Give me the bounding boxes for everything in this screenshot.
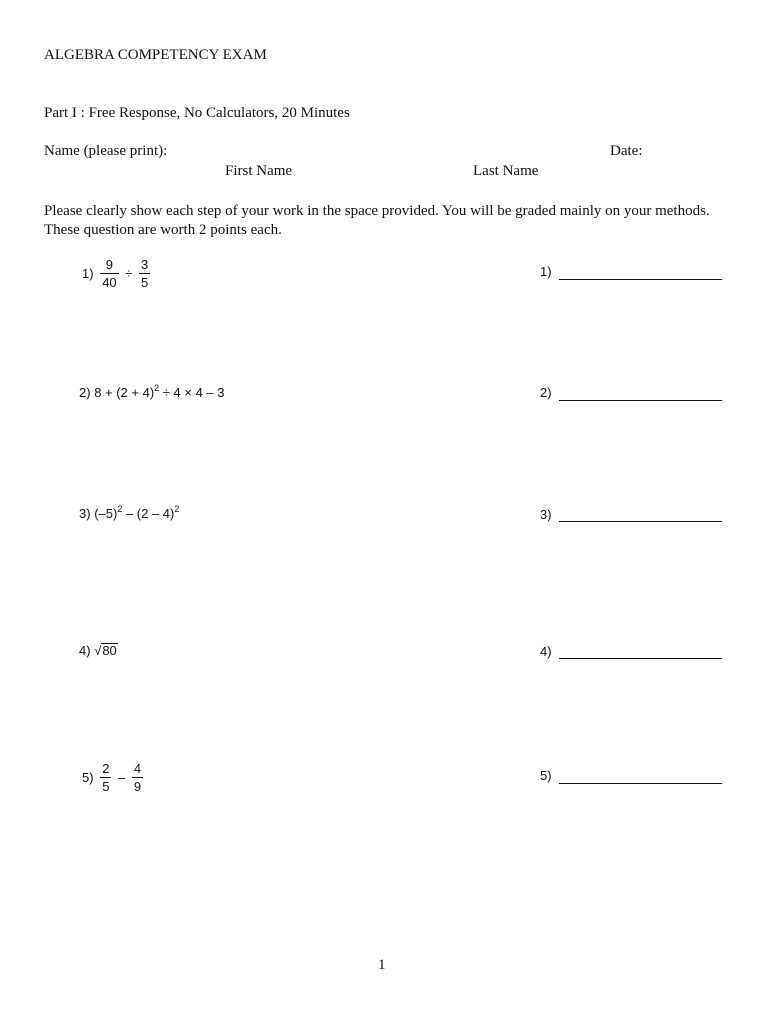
answer-line-1[interactable]: [559, 279, 722, 280]
answer-label-5: 5): [540, 768, 552, 783]
question-number: 2): [79, 385, 91, 400]
expression-part: ÷ 4 × 4 – 3: [159, 385, 225, 400]
question-4: [79, 643, 118, 658]
answer-line-5[interactable]: [559, 783, 722, 784]
last-name-label: Last Name: [473, 163, 539, 179]
answer-label-3: 3): [540, 507, 552, 522]
numerator: 2: [102, 761, 110, 776]
fraction: [139, 258, 150, 289]
question-number: 4): [79, 643, 91, 658]
denominator: 40: [102, 275, 117, 290]
question-1: [79, 258, 150, 289]
question-5: [79, 762, 143, 793]
numerator: 4: [133, 761, 142, 776]
expression-part: (–5): [94, 506, 118, 521]
answer-label-4: 4): [540, 644, 552, 659]
answer-line-4[interactable]: [559, 658, 722, 659]
question-number: 5): [82, 770, 94, 785]
first-name-label: First Name: [225, 163, 293, 179]
date-label: Date:: [610, 143, 643, 159]
answer-line-3[interactable]: [559, 521, 722, 522]
question-2: [79, 385, 225, 400]
operator: –: [118, 770, 126, 785]
part-heading: Part I : Free Response, No Calculators, 20 Minutes: [44, 105, 350, 121]
numerator: 9: [105, 257, 114, 272]
denominator: 5: [141, 275, 149, 290]
answer-line-2[interactable]: [559, 400, 722, 401]
exponent: 2: [154, 383, 160, 393]
question-3: [79, 506, 179, 521]
answer-label-2: 2): [540, 385, 552, 400]
exam-title: ALGEBRA COMPETENCY EXAM: [44, 47, 267, 63]
expression-part: 8 + (2 + 4): [94, 385, 155, 400]
exponent: 2: [117, 504, 123, 514]
operator: ÷: [125, 266, 133, 281]
square-root: [94, 643, 118, 658]
page-number: 1: [378, 957, 386, 973]
fraction: [100, 258, 118, 289]
name-label: Name (please print):: [44, 143, 168, 159]
question-number: 3): [79, 506, 91, 521]
expression-part: – (2 – 4): [122, 506, 175, 521]
instructions-paragraph: Please clearly show each step of your work in the space provided. You will be graded mainly on your methods. These question are worth 2 points each.: [44, 203, 710, 238]
denominator: 9: [133, 779, 142, 794]
exponent: 2: [174, 504, 180, 514]
question-number: 1): [82, 266, 94, 281]
radicand: 80: [102, 643, 117, 658]
radical-sign: √: [94, 643, 102, 658]
answer-label-1: 1): [540, 264, 552, 279]
denominator: 5: [102, 779, 110, 794]
fraction: [100, 762, 111, 793]
numerator: 3: [141, 257, 149, 272]
fraction: [132, 762, 143, 793]
